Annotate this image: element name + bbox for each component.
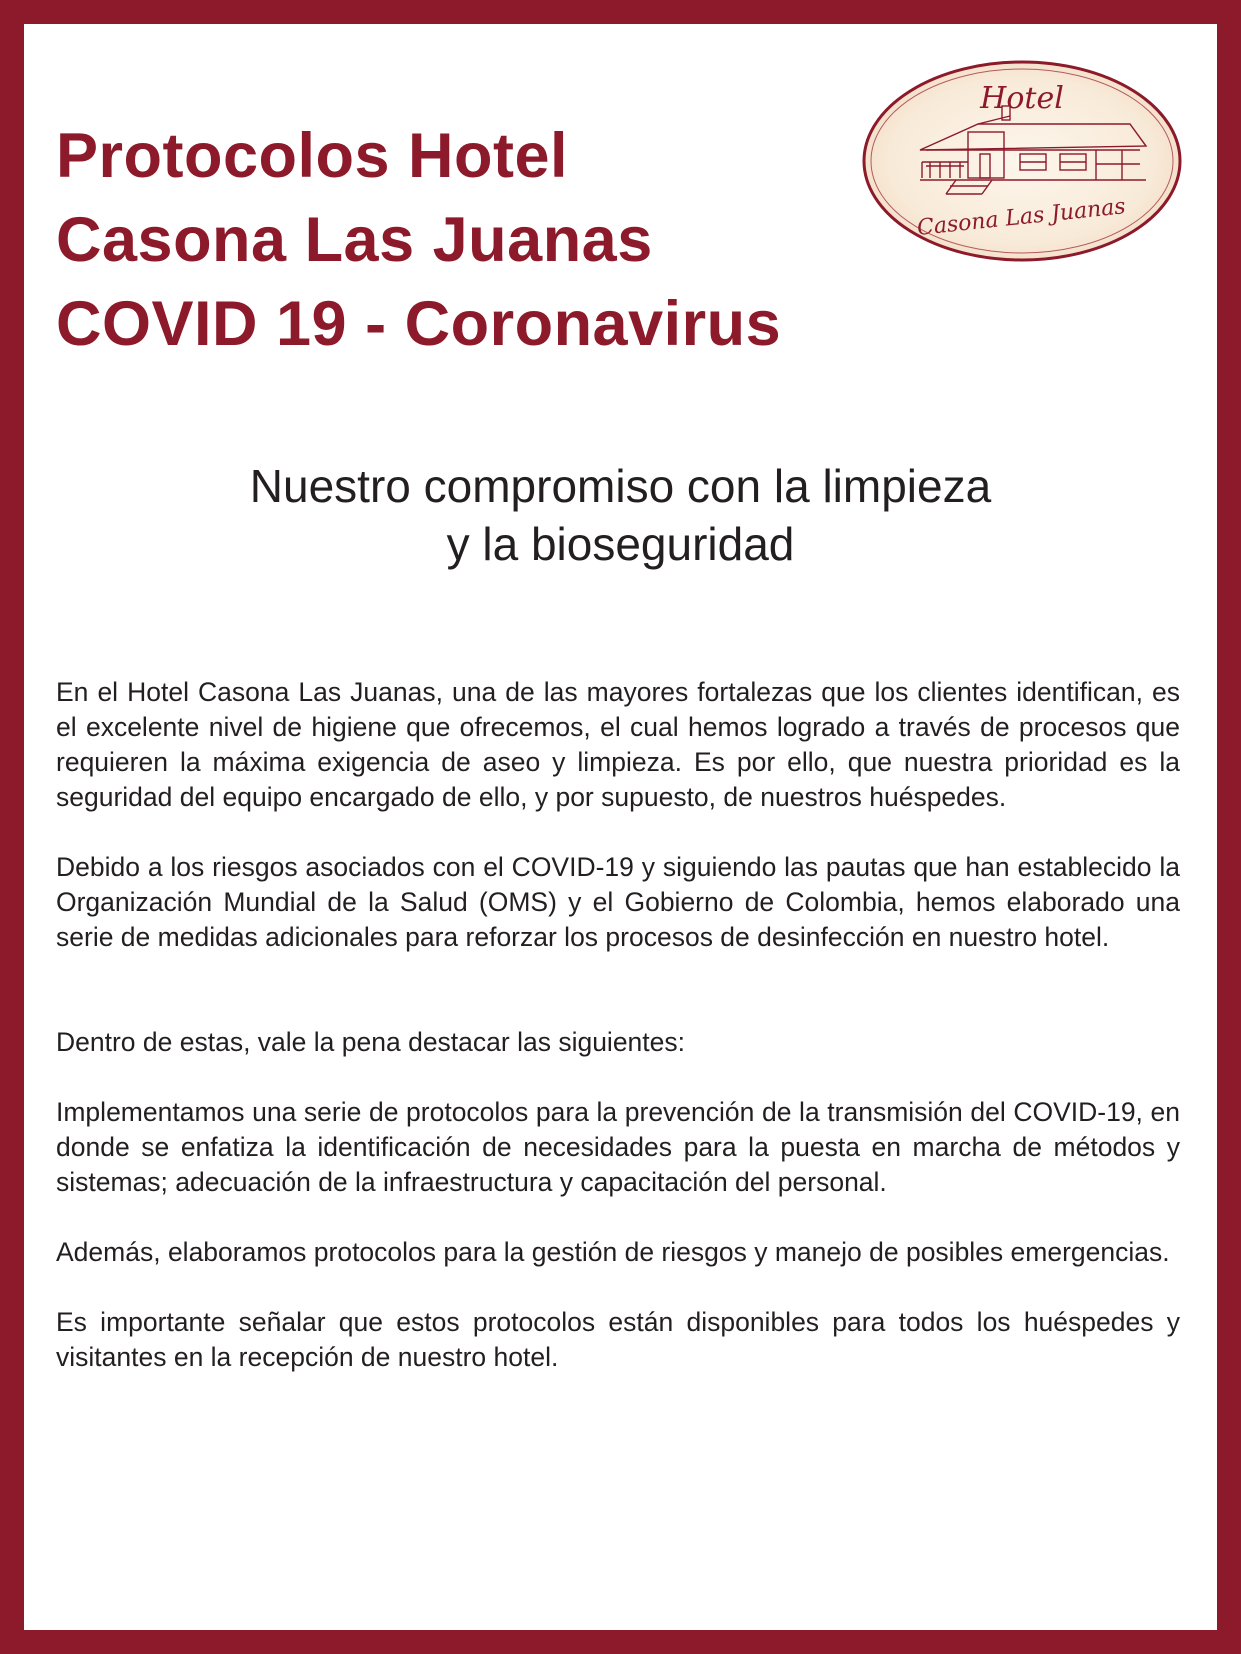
- paragraph-hygiene: En el Hotel Casona Las Juanas, una de las mayores fortalezas que los clientes identifican, es el excelente nivel de higiene que ofrecemos, el cual hemos logrado a través de procesos que requieren la máxima exigencia de aseo y limpieza. Es por ello, que nuestra prioridad es la seguridad del equipo encargado de ello, y por supuesto, de nuestros huéspedes.: [56, 677, 1180, 812]
- logo-top-text: Hotel: [980, 81, 1064, 116]
- hotel-logo: [860, 58, 1184, 264]
- paragraph-risk-management: Además, elaboramos protocolos para la gestión de riesgos y manejo de posibles emergencias.: [56, 1237, 1170, 1267]
- paragraph-protocols: Implementamos una serie de protocolos para la prevención de la transmisión del COVID-19, en donde se enfatiza la identificación de necesidades para la puesta en marcha de métodos y sistemas; adecuación de la infraestructura y capacitación del personal.: [56, 1097, 1180, 1197]
- title-line-2: Casona Las Juanas: [56, 205, 653, 275]
- subtitle-line-1: Nuestro compromiso con la limpieza: [249, 460, 992, 512]
- paragraph-availability: Es importante señalar que estos protocolos están disponibles para todos los huéspedes y visitantes en la recepción de nuestro hotel.: [56, 1307, 1180, 1372]
- page-title: [56, 114, 781, 366]
- document-page: [24, 24, 1217, 1630]
- paragraph-covid-measures: Debido a los riesgos asociados con el COVID-19 y siguiendo las pautas que han establecido la Organización Mundial de la Salud (OMS) y el Gobierno de Colombia, hemos elaborado una serie de medidas adicionales para reforzar los procesos de desinfección en nuestro hotel.: [56, 852, 1180, 952]
- title-line-3: COVID 19 - Coronavirus: [56, 289, 782, 359]
- body-text: [56, 675, 1180, 1375]
- title-line-1: Protocolos Hotel: [56, 121, 569, 191]
- subtitle-line-2: y la bioseguridad: [446, 518, 795, 570]
- logo-bottom-text: Casona Las Juanas: [915, 194, 1127, 241]
- paragraph-highlights-intro: Dentro de estas, vale la pena destacar las siguientes:: [56, 1027, 686, 1057]
- section-subtitle: [24, 457, 1217, 573]
